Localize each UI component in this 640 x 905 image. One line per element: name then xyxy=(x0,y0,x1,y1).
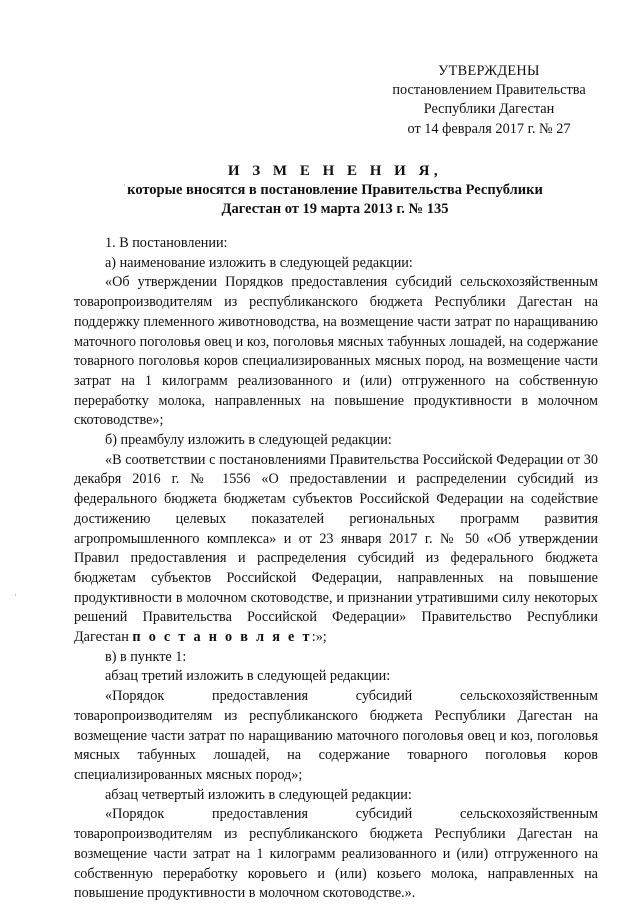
document-body xyxy=(74,234,598,904)
approval-stamp xyxy=(380,62,598,139)
scan-speck: · xyxy=(14,590,17,600)
title-subline-1: которые вносятся в постановление Правительства Республики xyxy=(127,182,543,198)
title-subline-2: Дагестан от 19 марта 2013 г. № 135 xyxy=(221,201,449,217)
document-title xyxy=(70,162,600,219)
approved-by-line: постановлением Правительства xyxy=(392,82,586,98)
paragraph: «Порядок предоставления субсидий сельскохозяйственным товаропроизводителям из республиканского бюджета Республики Дагестан на возмещение части затрат по наращиванию маточного поголовья овец и коз, поголовья мясных табунных лошадей, на содержание товарного поголовья коров специализированных мясных пород»; xyxy=(74,688,598,783)
paragraph: «Об утверждении Порядков предоставления субсидий сельскохозяйственным товаропроизводителям из республиканского бюджета Республики Дагестан на поддержку племенного животноводства, на возмещение части затрат по наращиванию маточного поголовья овец и коз, поголовья мясных табунных лошадей, на содержание товарного поголовья коров специализированных мясных пород, на возмещение части затрат на 1 килограмм реализованного и (или) отгруженного на собственную переработку молока, направленных на повышение продуктивности в молочном скотоводстве»; xyxy=(74,274,598,429)
resolves-tail: :»; xyxy=(311,629,327,646)
title-changes: И З М Е Н Е Н И Я, xyxy=(227,163,443,179)
paragraph: а) наименование изложить в следующей редакции: xyxy=(105,254,413,271)
paragraph: в) в пункте 1: xyxy=(105,648,187,665)
paragraph: б) преамбулу изложить в следующей редакции: xyxy=(105,432,392,449)
approved-date: от 14 февраля 2017 г. № 27 xyxy=(407,121,571,137)
paragraph: 1. В постановлении: xyxy=(105,235,228,251)
paragraph: «Порядок предоставления субсидий сельскохозяйственным товаропроизводителям из республиканского бюджета Республики Дагестан на возмещение части затрат на 1 килограмм реализованного и (или) отгруженного на собственную переработку коровьего и (или) козьего молока, направленных на повышение продуктивности в молочном скотоводстве.». xyxy=(74,806,598,902)
approved-republic-line: Республики Дагестан xyxy=(423,101,555,117)
paragraph: абзац четвертый изложить в следующей редакции: xyxy=(105,786,412,803)
paragraph-preamble xyxy=(74,451,598,648)
resolves-word: п о с т а н о в л я е т xyxy=(132,629,312,646)
paragraph: абзац третий изложить в следующей редакции: xyxy=(105,668,391,685)
approved-heading: УТВЕРЖДЕНЫ xyxy=(438,63,540,79)
scan-speck: · xyxy=(123,180,126,190)
preamble-text: «В соответствии с постановлениями Правительства Российской Федерации от 30 декабря 2016 г. № 1556 «О предоставлении и распределении субсидий из федерального бюджета бюджетам субъектов Российской Федерации на содействие достижению целевых показателей региональных программ развития агропромышленного комплекса» и от 23 января 2017 г. № 50 «Об утверждении Правил предоставления и распределения субсидий из федерального бюджета бюджетам субъектов Российской Федерации, направленных на повышение продуктивности в молочном скотоводстве, и признании утратившими силу некоторых решений Правительства Российской Федерации» Правительство Республики Дагестан xyxy=(74,451,598,646)
